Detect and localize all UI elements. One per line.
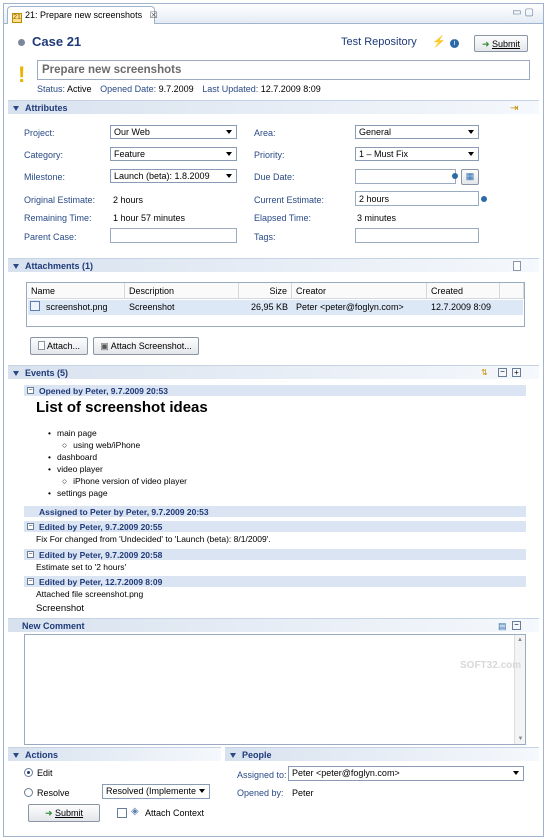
attach-icon <box>38 341 45 350</box>
due-date-info-icon <box>452 173 458 179</box>
resolve-status-combo[interactable] <box>102 784 210 799</box>
project-combo[interactable] <box>110 125 237 139</box>
window-buttons <box>512 7 537 18</box>
attributes-toolbar-icon[interactable]: ⇥ <box>510 103 519 114</box>
watermark: SOFT32.com <box>460 660 522 671</box>
project-label: Project: <box>24 128 55 138</box>
last-updated-label: Last Updated: <box>202 84 259 94</box>
attachments-title: Attachments (1) <box>25 261 94 271</box>
sync-icon[interactable]: ⚡ <box>432 36 446 48</box>
current-estimate-field[interactable] <box>355 191 479 206</box>
expand-all-icon[interactable]: + <box>512 368 521 377</box>
edit-label: Edit <box>37 768 53 778</box>
last-updated-value: 12.7.2009 8:09 <box>260 84 321 94</box>
column-header-size[interactable]: Size <box>239 283 292 299</box>
event-title: Assigned to Peter by Peter, 9.7.2009 20:53 <box>39 507 209 517</box>
list-item: • settings page <box>48 488 108 498</box>
dropdown-arrow-icon <box>226 174 232 178</box>
submit-icon: ➜ <box>44 808 53 818</box>
events-section-header[interactable] <box>8 365 539 379</box>
people-title: People <box>242 750 272 760</box>
milestone-value: Launch (beta): 1.8.2009 <box>114 171 210 181</box>
event-title: Edited by Peter, 9.7.2009 20:58 <box>39 550 163 560</box>
attributes-title: Attributes <box>25 103 68 113</box>
scroll-up-icon[interactable]: ▲ <box>517 637 523 643</box>
case-bullet-icon <box>18 39 25 46</box>
priority-value: 1 – Must Fix <box>359 149 409 159</box>
event-text: Fix For changed from 'Undecided' to 'Launch (beta): 8/1/2009'. <box>36 534 271 544</box>
event-header-edited-3[interactable] <box>24 576 526 587</box>
column-header-description[interactable]: Description <box>125 283 239 299</box>
status-line <box>37 84 321 94</box>
category-value: Feature <box>114 149 146 159</box>
elapsed-time-value: 3 minutes <box>357 213 397 223</box>
attach-label: Attach... <box>46 341 81 351</box>
priority-warning-icon: ! <box>18 62 26 87</box>
summary-field[interactable] <box>37 60 530 80</box>
event-title: Edited by Peter, 9.7.2009 20:55 <box>39 522 163 532</box>
current-estimate-value: 2 hours <box>359 194 390 204</box>
collapse-icon[interactable]: − <box>28 551 33 558</box>
cell-description: Screenshot <box>129 302 175 312</box>
original-estimate-label: Original Estimate: <box>24 195 96 205</box>
collapse-icon[interactable]: − <box>28 523 33 530</box>
event-text: Screenshot <box>36 603 85 614</box>
list-item-text: main page <box>56 428 97 438</box>
cell-size: 26,95 KB <box>250 302 288 312</box>
case-title: Case 21 <box>32 34 82 49</box>
column-header-name[interactable]: Name <box>27 283 125 299</box>
current-estimate-info-icon <box>481 196 487 202</box>
minimize-comment-icon[interactable]: − <box>512 621 521 630</box>
event-text: Attached file screenshot.png <box>36 589 144 599</box>
resolve-radio[interactable] <box>24 788 33 797</box>
cell-created: 12.7.2009 8:09 <box>431 302 492 312</box>
milestone-combo[interactable] <box>110 169 237 183</box>
dropdown-arrow-icon <box>226 152 232 156</box>
table-row[interactable] <box>28 300 523 315</box>
category-label: Category: <box>24 150 64 160</box>
attach-context-label: Attach Context <box>145 808 205 818</box>
assigned-to-label: Assigned to: <box>237 770 287 780</box>
area-label: Area: <box>254 128 276 138</box>
new-comment-title: New Comment <box>22 621 85 631</box>
milestone-label: Milestone: <box>24 172 66 182</box>
new-attachment-icon[interactable] <box>513 261 521 271</box>
priority-combo[interactable] <box>355 147 479 161</box>
close-icon[interactable]: ☒ <box>149 10 158 20</box>
repository-link[interactable]: Test Repository <box>341 36 417 48</box>
calendar-icon: ▦ <box>465 171 475 181</box>
cell-creator: Peter <peter@foglyn.com> <box>296 302 404 312</box>
opened-date-label: Opened Date: <box>100 84 157 94</box>
tab-case-21[interactable] <box>7 6 158 24</box>
edit-radio[interactable] <box>24 768 33 777</box>
submit-label: Submit <box>492 39 521 49</box>
status-value: Active <box>67 84 92 94</box>
list-item: • dashboard <box>48 452 98 462</box>
calendar-button[interactable] <box>461 169 479 185</box>
dropdown-arrow-icon <box>468 130 474 134</box>
list-item-text: dashboard <box>56 452 98 462</box>
due-date-field[interactable] <box>355 169 456 184</box>
people-section-header[interactable] <box>225 747 539 761</box>
editor-window <box>3 3 544 837</box>
tab-title: 21: Prepare new screenshots <box>25 10 143 20</box>
maximize-icon[interactable]: ▢ <box>524 7 537 18</box>
event-bullet-list <box>48 428 187 500</box>
twisty-icon <box>13 264 19 269</box>
attachments-table <box>26 282 525 327</box>
actions-section-header[interactable] <box>8 747 221 761</box>
due-date-label: Due Date: <box>254 172 295 182</box>
twisty-icon <box>13 106 19 111</box>
column-header-filler <box>500 283 524 299</box>
attach-screenshot-button[interactable] <box>93 337 199 355</box>
list-item-text: using web/iPhone <box>73 440 141 450</box>
list-item-text: video player <box>56 464 103 474</box>
parent-case-label: Parent Case: <box>24 232 77 242</box>
new-comment-section-header[interactable] <box>8 618 539 632</box>
list-item: • video player <box>48 464 103 474</box>
submit-button-top[interactable] <box>474 35 528 52</box>
event-header-edited-1[interactable] <box>24 521 526 532</box>
assigned-to-combo[interactable] <box>288 766 524 781</box>
comment-textarea[interactable] <box>24 634 526 745</box>
area-value: General <box>359 127 392 137</box>
opened-date-value: 9.7.2009 <box>158 84 194 94</box>
attach-button[interactable] <box>30 337 88 355</box>
dropdown-arrow-icon <box>226 130 232 134</box>
dropdown-arrow-icon <box>199 789 205 793</box>
opened-by-value: Peter <box>292 788 314 798</box>
elapsed-time-label: Elapsed Time: <box>254 213 312 223</box>
list-item-text: iPhone version of video player <box>73 476 188 486</box>
submit-label: Submit <box>55 808 84 818</box>
event-header-assigned <box>24 506 526 517</box>
list-item-text: settings page <box>56 488 108 498</box>
priority-label: Priority: <box>254 150 285 160</box>
current-estimate-label: Current Estimate: <box>254 195 325 205</box>
column-header-created[interactable]: Created <box>427 283 500 299</box>
minimize-icon[interactable]: ▭ <box>512 7 525 18</box>
event-text: Estimate set to '2 hours' <box>36 562 127 572</box>
list-item: ○ iPhone version of video player <box>62 476 188 486</box>
case-icon: 21 <box>13 14 21 21</box>
dropdown-arrow-icon <box>513 771 519 775</box>
list-item: • main page <box>48 428 97 438</box>
summary-text: Prepare new screenshots <box>42 64 182 76</box>
comment-scrollbar[interactable] <box>514 635 525 744</box>
submit-icon: ➜ <box>481 39 490 49</box>
twisty-icon <box>230 753 236 758</box>
event-header-edited-2[interactable] <box>24 549 526 560</box>
event-heading: List of screenshot ideas <box>36 399 208 416</box>
resolve-label: Resolve <box>37 788 70 798</box>
twisty-icon <box>13 753 19 758</box>
submit-button-bottom[interactable] <box>28 804 100 822</box>
tags-field[interactable] <box>355 228 479 243</box>
twisty-icon <box>13 371 19 376</box>
actions-title: Actions <box>25 750 59 760</box>
category-combo[interactable] <box>110 147 237 161</box>
camera-icon: ▣ <box>100 341 109 351</box>
parent-case-field[interactable] <box>110 228 237 243</box>
collapse-all-icon[interactable]: − <box>498 368 507 377</box>
context-icon: ◈ <box>131 806 139 817</box>
event-header-opened[interactable] <box>24 385 526 396</box>
project-value: Our Web <box>114 127 150 137</box>
remaining-time-value: 1 hour 57 minutes <box>113 213 186 223</box>
attach-screenshot-label: Attach Screenshot... <box>110 341 192 351</box>
dropdown-arrow-icon <box>468 152 474 156</box>
cell-name: screenshot.png <box>46 302 108 312</box>
remaining-time-label: Remaining Time: <box>24 213 92 223</box>
file-icon <box>30 301 40 311</box>
collapse-icon[interactable]: − <box>28 578 33 585</box>
column-header-creator[interactable]: Creator <box>292 283 427 299</box>
collapse-icon[interactable]: − <box>28 387 33 394</box>
area-combo[interactable] <box>355 125 479 139</box>
resolve-status-value: Resolved (Implemente <box>106 786 197 796</box>
sort-events-icon[interactable]: ⇅ <box>481 368 488 377</box>
tab-bar <box>4 4 543 24</box>
event-title: Edited by Peter, 12.7.2009 8:09 <box>39 577 163 587</box>
attach-context-checkbox[interactable] <box>117 808 127 818</box>
scroll-down-icon[interactable]: ▼ <box>517 736 524 742</box>
opened-by-label: Opened by: <box>237 788 284 798</box>
attachments-section-header[interactable] <box>8 258 539 272</box>
comment-tool-icon[interactable]: ▤ <box>498 621 507 631</box>
list-item: ○ using web/iPhone <box>62 440 141 450</box>
status-label: Status: <box>37 84 66 94</box>
event-title: Opened by Peter, 9.7.2009 20:53 <box>39 386 168 396</box>
attributes-section-header[interactable] <box>8 100 539 114</box>
assigned-to-value: Peter <peter@foglyn.com> <box>292 768 400 778</box>
events-title: Events (5) <box>25 368 69 378</box>
original-estimate-value: 2 hours <box>113 195 144 205</box>
tags-label: Tags: <box>254 232 276 242</box>
info-icon[interactable]: i <box>450 39 459 48</box>
